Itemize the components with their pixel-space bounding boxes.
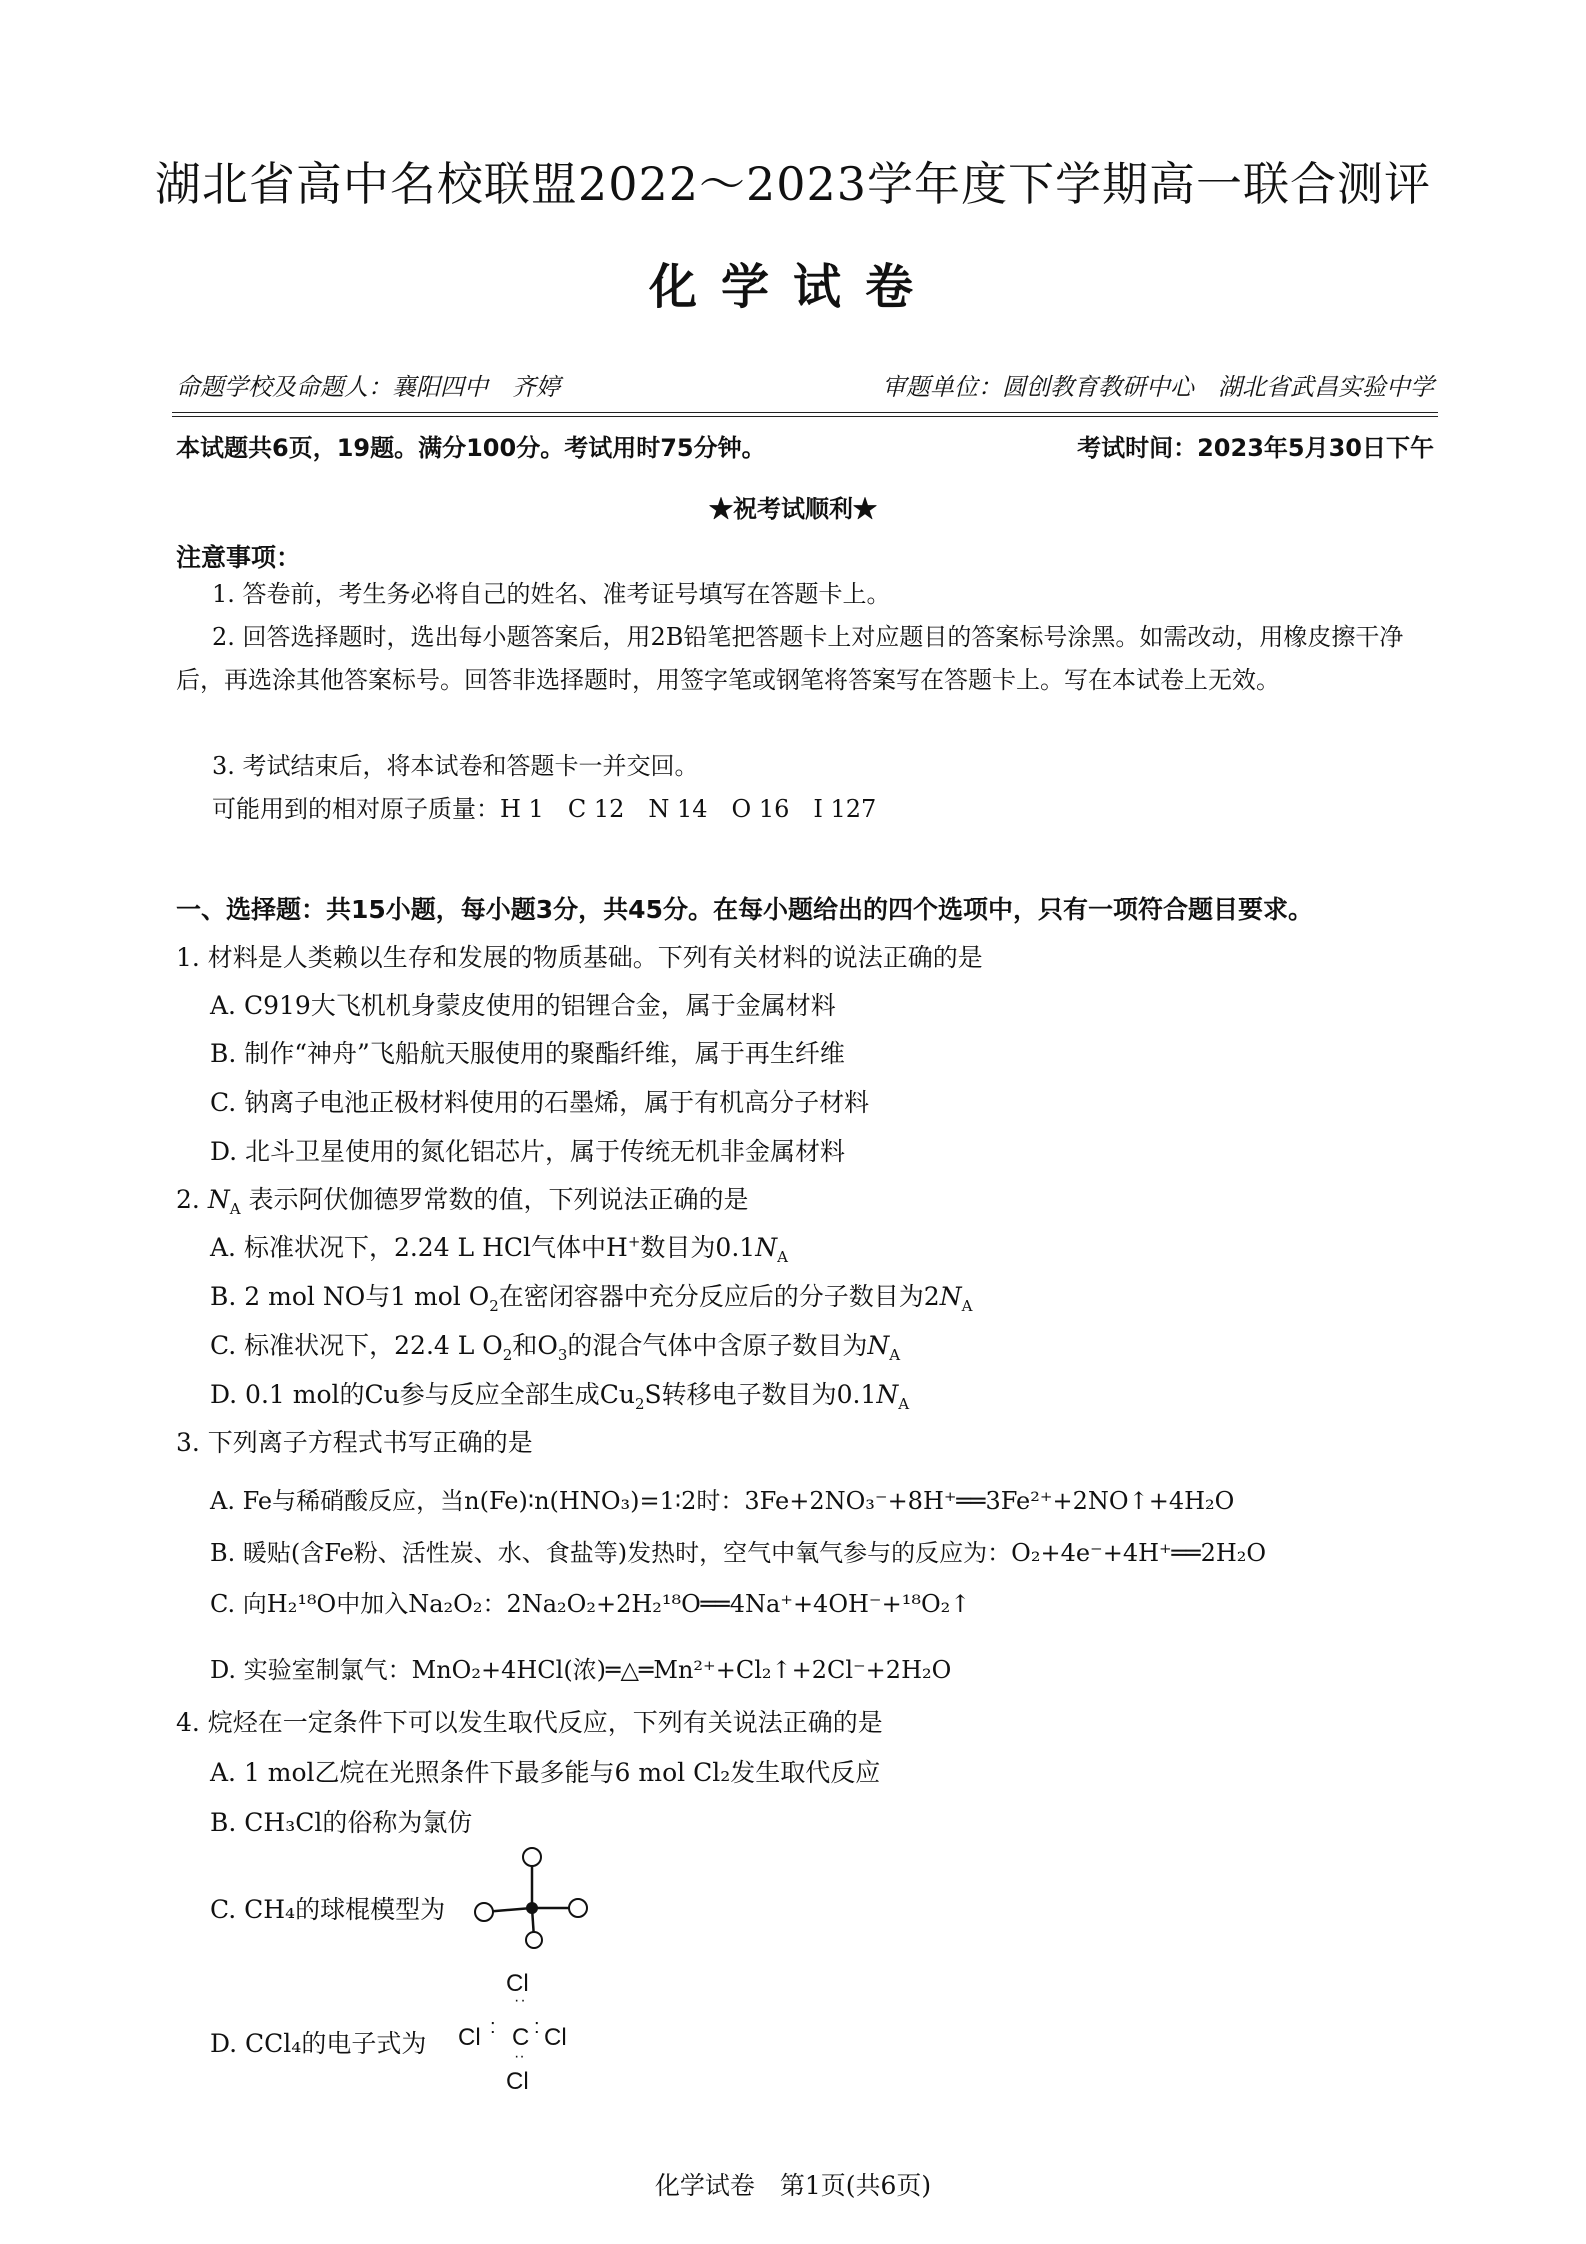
option-text: A. 标准状况下，2.24 L HCl气体中H xyxy=(210,1233,628,1262)
question-2-option-a xyxy=(210,1228,788,1266)
question-2-option-d xyxy=(210,1375,909,1413)
question-1-option-a: A. C919大飞机机身蒙皮使用的铝锂合金，属于金属材料 xyxy=(210,991,836,1020)
question-1-stem: 1. 材料是人类赖以生存和发展的物质基础。下列有关材料的说法正确的是 xyxy=(176,943,983,972)
subscript: A xyxy=(889,1346,901,1364)
reviewer-line: 审题单位：圆创教育教研中心 湖北省武昌实验中学 xyxy=(882,373,1434,401)
chlorine-top: Cl xyxy=(506,1970,529,1997)
exam-summary: 本试题共6页，19题。满分100分。考试用时75分钟。 xyxy=(176,434,766,462)
option-text: C. 标准状况下，22.4 L O xyxy=(210,1331,503,1360)
option-text: 和O xyxy=(512,1331,558,1360)
divider xyxy=(172,416,1438,417)
subscript: 2 xyxy=(634,1395,645,1413)
subscript: A xyxy=(777,1248,788,1266)
chlorine-left: Cl xyxy=(458,2024,481,2051)
section-heading: 一、选择题：共15小题，每小题3分，共45分。在每小题给出的四个选项中，只有一项符合题目要求。 xyxy=(176,895,1313,924)
avogadro-symbol: N xyxy=(939,1282,962,1311)
good-luck-banner: ★祝考试顺利★ xyxy=(709,494,877,523)
question-1-option-c: C. 钠离子电池正极材料使用的石墨烯，属于有机高分子材料 xyxy=(210,1088,870,1117)
author-line: 命题学校及命题人：襄阳四中 齐婷 xyxy=(176,373,560,401)
question-3-option-b: B. 暖贴(含Fe粉、活性炭、水、食盐等)发热时，空气中氧气参与的反应为：O₂+4e⁻+4H⁺══2H₂O xyxy=(210,1539,1267,1567)
question-3-option-d: D. 实验室制氯气：MnO₂+4HCl(浓)═△═Mn²⁺+Cl₂↑+2Cl⁻+2H₂O xyxy=(210,1656,952,1684)
question-1-option-b: B. 制作“神舟”飞船航天服使用的聚酯纤维，属于再生纤维 xyxy=(210,1039,845,1068)
stem-text: 表示阿伏伽德罗常数的值，下列说法正确的是 xyxy=(240,1185,749,1214)
note-3: 3. 考试结束后，将本试卷和答题卡一并交回。 xyxy=(212,752,699,780)
option-text: 数目为0.1 xyxy=(640,1233,756,1262)
option-text: B. 2 mol NO与1 mol O xyxy=(210,1282,490,1311)
question-4-option-d: D. CCl₄的电子式为 xyxy=(210,2029,427,2058)
carbon-center: C xyxy=(512,2024,530,2051)
question-2-option-b xyxy=(210,1277,972,1315)
divider xyxy=(172,412,1438,413)
page-title: 湖北省高中名校联盟2022～2023学年度下学期高一联合测评 xyxy=(154,157,1432,211)
ball-stick-model-icon xyxy=(470,1845,600,1955)
electron-dots: ·· xyxy=(514,1992,527,2009)
question-4-option-a: A. 1 mol乙烷在光照条件下最多能与6 mol Cl₂发生取代反应 xyxy=(210,1758,881,1787)
subscript: A xyxy=(229,1200,241,1218)
notes-heading: 注意事项： xyxy=(176,543,302,572)
question-3-stem: 3. 下列离子方程式书写正确的是 xyxy=(176,1428,533,1457)
subscript: A xyxy=(898,1395,910,1413)
chlorine-right: Cl xyxy=(544,2024,567,2051)
question-4-option-c: C. CH₄的球棍模型为 xyxy=(210,1895,446,1924)
electron-dots: : xyxy=(534,2016,540,2038)
subscript: A xyxy=(961,1297,973,1315)
electron-dots: : xyxy=(490,2016,496,2038)
avogadro-symbol: N xyxy=(207,1185,230,1214)
question-4-stem: 4. 烷烃在一定条件下可以发生取代反应，下列有关说法正确的是 xyxy=(176,1708,883,1737)
option-text: S转移电子数目为0.1 xyxy=(644,1380,877,1409)
question-3-option-c: C. 向H₂¹⁸O中加入Na₂O₂：2Na₂O₂+2H₂¹⁸O══4Na⁺+4OH⁻+¹⁸O₂↑ xyxy=(210,1590,971,1618)
option-text: D. 0.1 mol的Cu参与反应全部生成Cu xyxy=(210,1380,635,1409)
electron-dots: ·· xyxy=(514,2048,525,2065)
exam-time: 考试时间：2023年5月30日下午 xyxy=(1077,434,1434,462)
question-4-option-b: B. CH₃Cl的俗称为氯仿 xyxy=(210,1808,473,1837)
note-2: 2. 回答选择题时，选出每小题答案后，用2B铅笔把答题卡上对应题目的答案标号涂黑。如需改动，用橡皮擦干净后，再选涂其他答案标号。回答非选择题时，用签字笔或钢笔将答案写在答题卡上。写在本试卷上无效。 xyxy=(176,623,1404,694)
avogadro-symbol: N xyxy=(755,1233,778,1262)
superscript: + xyxy=(627,1232,641,1251)
avogadro-symbol: N xyxy=(876,1380,899,1409)
question-1-option-d: D. 北斗卫星使用的氮化铝芯片，属于传统无机非金属材料 xyxy=(210,1137,846,1166)
note-1: 1. 答卷前，考生务必将自己的姓名、准考证号填写在答题卡上。 xyxy=(212,580,891,608)
avogadro-symbol: N xyxy=(867,1331,890,1360)
page-footer: 化学试卷 第1页(共6页) xyxy=(654,2171,932,2200)
option-text: 在密闭容器中充分反应后的分子数目为2 xyxy=(498,1282,940,1311)
subscript: 2 xyxy=(489,1297,499,1315)
page-subtitle: 化学试卷 xyxy=(648,259,937,315)
question-2-stem xyxy=(176,1180,748,1218)
option-text: 的混合气体中含原子数目为 xyxy=(567,1331,868,1360)
electron-formula xyxy=(458,1970,598,2100)
question-2-option-c xyxy=(210,1326,900,1364)
question-number: 2. xyxy=(176,1185,200,1214)
subscript: 2 xyxy=(502,1346,513,1364)
question-3-option-a: A. Fe与稀硝酸反应，当n(Fe)∶n(HNO₃)=1∶2时：3Fe+2NO₃⁻+8H⁺══3Fe²⁺+2NO↑+4H₂O xyxy=(210,1487,1235,1515)
chlorine-bottom: Cl xyxy=(506,2068,529,2095)
subscript: 3 xyxy=(557,1346,568,1364)
atomic-masses: 可能用到的相对原子质量：H 1 C 12 N 14 O 16 I 127 xyxy=(212,795,877,823)
